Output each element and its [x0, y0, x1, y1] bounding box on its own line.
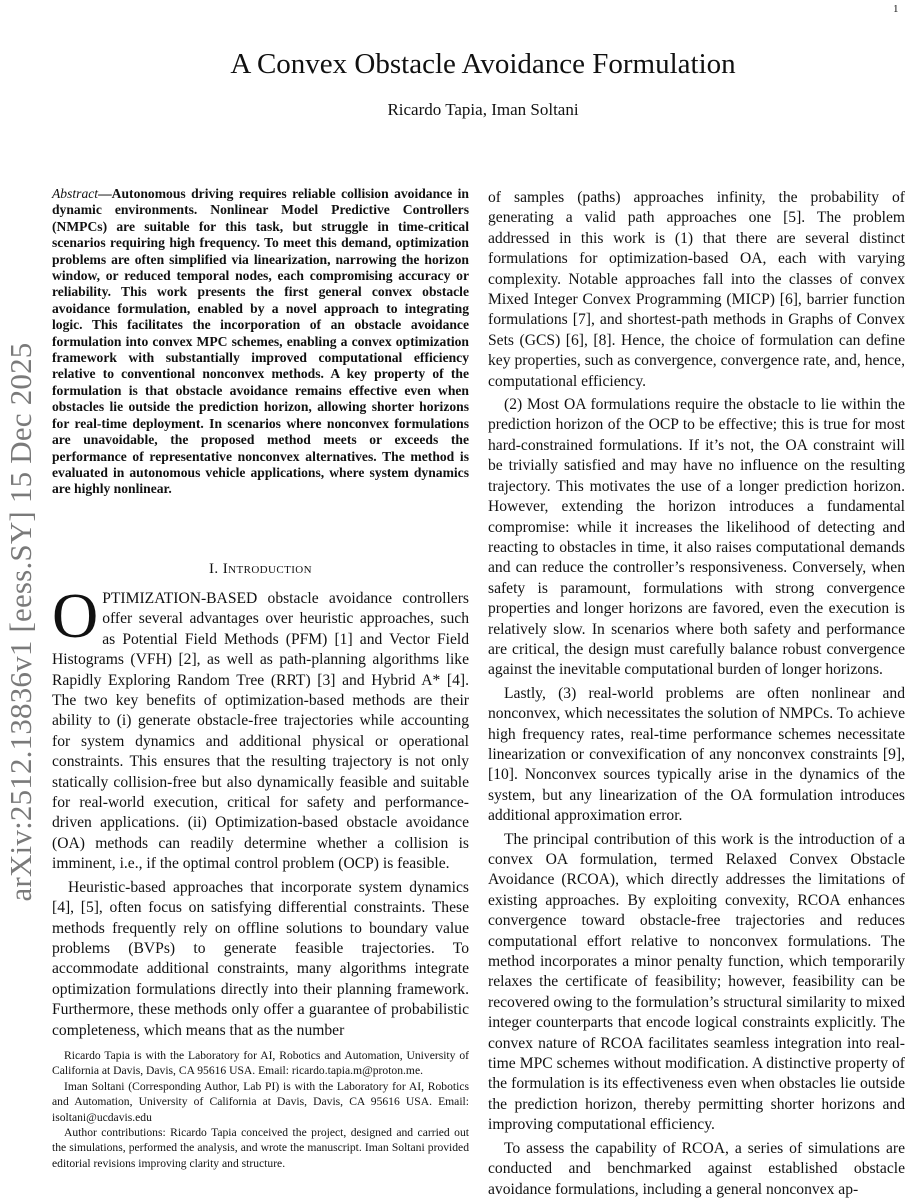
abstract-lead: Abstract	[52, 186, 99, 201]
arxiv-side-stamp	[2, 298, 40, 946]
intro-paragraph-2: Heuristic-based approaches that incorporate system dynamics [4], [5], often focus on satisfying differential constraints. These methods frequently rely on offline solutions to boundary value problems (BVPs) to generate feasible trajectories. To accommodate additional constraints, many algorithms integrate optimization formulations directly into their planning framework. Furthermore, these methods only offer a guarantee of probabilistic completeness, which means that as the number	[52, 878, 469, 1039]
right-column-body	[488, 188, 905, 1200]
section-number: I.	[209, 561, 219, 577]
page-number: 1	[893, 3, 899, 15]
introduction-body	[52, 580, 469, 1041]
right-paragraph-2: (2) Most OA formulations require the obstacle to lie within the prediction horizon of the OCP to be effective; this is true for most hard-constrained formulations. If it’s not, the OA constraint will be trivially satisfied and may have no influence on the resulting trajectory. This motivates the use of a longer prediction horizon. However, extending the horizon introduces a fundamental compromise: while it increases the likelihood of detecting and reacting to obstacles in time, it also raises computational demands and can reduce the controller’s responsiveness. Conversely, when safety is paramount, formulations with strong convergence properties and longer horizons are favored, even the execution is relatively slow. In scenarios where both safety and performance are critical, the design must carefully balance robust convergence against the inevitable computational burden of longer horizons.	[488, 396, 905, 679]
right-paragraph-3: Lastly, (3) real-world problems are often nonlinear and nonconvex, which necessitates the solution of NMPCs. To achieve high frequency rates, real-time performance schemes necessitate linearization or convexification of any nonconvex constraints [9], [10]. Nonconvex sources typically arise in the dynamics of the system, but any linearization of the OA formulation introduces additional approximation error.	[488, 684, 905, 825]
intro-paragraph-1-text: PTIMIZATION-BASED obstacle avoidance controllers offer several advantages over heuristic approaches, such as Potential Field Methods (PFM) [1] and Vector Field Histograms (VFH) [2], as well as path-planning algorithms like Rapidly Exploring Random Tree (RRT) [3] and Hybrid A* [4]. The two key benefits of optimization-based methods are their ability to (i) generate obstacle-free trajectories while accounting for system dynamics and additional physical or operational constraints. This ensures that the resulting trajectory is not only statically collision-free but also dynamically feasible and suitable for real-world execution, critical for safety and performance-driven applications. (ii) Optimization-based obstacle avoidance (OA) methods can readily determine whether a collision is imminent, i.e., if the optimal control problem (OCP) is feasible.	[52, 590, 469, 873]
intro-paragraph-1	[52, 580, 469, 875]
footnote-contributions: Author contributions: Ricardo Tapia conceived the project, designed and carried out the simulations, performed the analysis, and wrote the manuscript. Iman Soltani provided editorial revisions improving clarity and structure.	[52, 1126, 469, 1170]
footnote-tapia: Ricardo Tapia is with the Laboratory for AI, Robotics and Automation, University of California at Davis, Davis, CA 95616 USA. Email: ricardo.tapia.m@proton.me.	[52, 1049, 469, 1078]
abstract	[52, 186, 469, 498]
section-heading	[52, 561, 469, 578]
abstract-text: —Autonomous driving requires reliable collision avoidance in dynamic environments. Nonlinear Model Predictive Controllers (NMPCs) are suitable for this task, but struggle in time-critical scenarios requiring high frequency. To meet this demand, optimization problems are often simplified via linearization, narrowing the horizon window, or reduced temporal nodes, each compromising accuracy or reliability. This work presents the first general convex obstacle avoidance formulation, enabled by a novel approach to integrating logic. This facilitates the incorporation of an obstacle avoidance formulation into convex MPC schemes, enabling a convex optimization framework with substantially improved computational efficiency relative to conventional nonconvex methods. A key property of the formulation is that obstacle avoidance remains effective even when obstacles lie outside the prediction horizon, allowing shorter horizons for real-time deployment. In scenarios where nonconvex formulations are unavoidable, the proposed method meets or exceeds the performance of representative nonconvex alternatives. The method is evaluated in autonomous vehicle applications, where system dynamics are highly nonlinear.	[52, 186, 469, 497]
author-list: Ricardo Tapia, Iman Soltani	[387, 100, 579, 119]
footnote-soltani: Iman Soltani (Corresponding Author, Lab PI) is with the Laboratory for AI, Robotics and Automation, University of California at Davis, Davis, CA 95616 USA. Email: isoltani@ucdavis.edu	[52, 1079, 469, 1124]
footnotes	[52, 1048, 469, 1171]
paper-title: A Convex Obstacle Avoidance Formulation	[230, 48, 736, 80]
right-paragraph-1: of samples (paths) approaches infinity, the probability of generating a valid path approaches one [5]. The problem addressed in this work is (1) that there are several distinct formulations for optimization-based OA, each with varying complexity. Notable approaches fall into the classes of convex Mixed Integer Convex Programming (MICP) [6], barrier function formulations [7], and shortest-path methods in Graphs of Convex Sets (GCS) [6], [8]. Hence, the choice of formulation can define key properties, such as convergence, convergence rate, and, hence, computational efficiency.	[488, 189, 905, 390]
section-title: Introduction	[222, 561, 312, 577]
right-paragraph-5: To assess the capability of RCOA, a series of simulations are conducted and benchmarked against established obstacle avoidance formulations, including a general nonconvex ap-	[488, 1139, 905, 1198]
arxiv-identifier: arXiv:2512.13836v1 [eess.SY] 15 Dec 2025	[3, 342, 38, 902]
drop-cap: O	[52, 580, 99, 651]
right-paragraph-4: The principal contribution of this work is the introduction of a convex OA formulation, termed Relaxed Convex Obstacle Avoidance (RCOA), which directly addresses the limitations of existing approaches. By exploiting convexity, RCOA enhances convergence toward obstacle-free trajectories and reduces computational effort relative to nonconvex formulations. The method incorporates a minor penalty function, which temporarily relaxes the certificate of feasibility; however, feasibility can be recovered owing to the formulation’s structural similarity to mixed integer counterparts that encode logical constraints explicitly. The convex nature of RCOA facilitates seamless integration into real-time MPC schemes without modification. A distinctive property of the formulation is its effectiveness even when obstacles lie outside the prediction horizon, thereby permitting shorter horizons and improving computational efficiency.	[488, 830, 905, 1134]
